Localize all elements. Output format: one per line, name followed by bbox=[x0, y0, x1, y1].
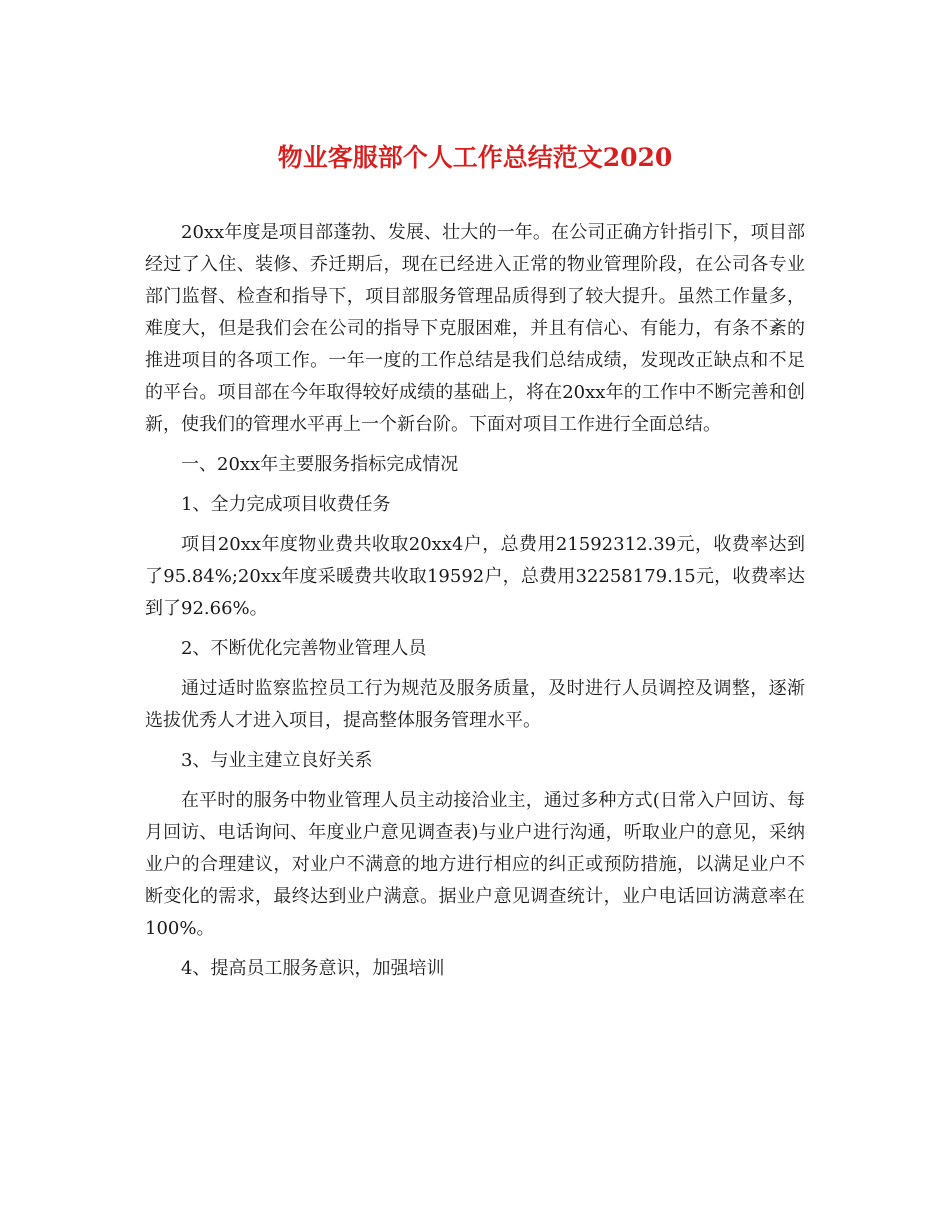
document-title: 物业客服部个人工作总结范文2020 bbox=[277, 143, 673, 172]
paragraph-fees: 项目20xx年度物业费共收取20xx4户，总费用21592312.39元，收费率达到了95.84%;20xx年度采暖费共收取19592户，总费用32258179.15元，收费率达到了92.66%。 bbox=[145, 534, 805, 619]
document-body bbox=[145, 217, 805, 985]
paragraph-intro: 20xx年度是项目部蓬勃、发展、壮大的一年。在公司正确方针指引下，项目部经过了入住、装修、乔迁期后，现在已经进入正常的物业管理阶段，在公司各专业部门监督、检查和指导下，项目部服务管理品质得到了较大提升。虽然工作量多，难度大，但是我们会在公司的指导下克服困难，并且有信心、有能力，有条不紊的推进项目的各项工作。一年一度的工作总结是我们总结成绩，发现改正缺点和不足的平台。项目部在今年取得较好成绩的基础上，将在20xx年的工作中不断完善和创新，使我们的管理水平再上一个新台阶。下面对项目工作进行全面总结。 bbox=[145, 222, 805, 435]
paragraph-relations: 在平时的服务中物业管理人员主动接洽业主，通过多种方式(日常入户回访、每月回访、电话询问、年度业户意见调查表)与业户进行沟通，听取业户的意见，采纳业户的合理建议，对业户不满意的地方进行相应的纠正或预防措施，以满足业户不断变化的需求，最终达到业户满意。据业户意见调查统计，业户电话回访满意率在100%。 bbox=[145, 790, 805, 939]
subheading-2: 2、不断优化完善物业管理人员 bbox=[181, 638, 427, 659]
subheading-4: 4、提高员工服务意识，加强培训 bbox=[181, 958, 445, 979]
subheading-1: 1、全力完成项目收费任务 bbox=[181, 494, 391, 515]
paragraph-staff: 通过适时监察监控员工行为规范及服务质量，及时进行人员调控及调整，逐渐选拔优秀人才进入项目，提高整体服务管理水平。 bbox=[145, 678, 805, 731]
section-heading-1: 一、20xx年主要服务指标完成情况 bbox=[181, 454, 459, 475]
subheading-3: 3、与业主建立良好关系 bbox=[181, 750, 373, 771]
